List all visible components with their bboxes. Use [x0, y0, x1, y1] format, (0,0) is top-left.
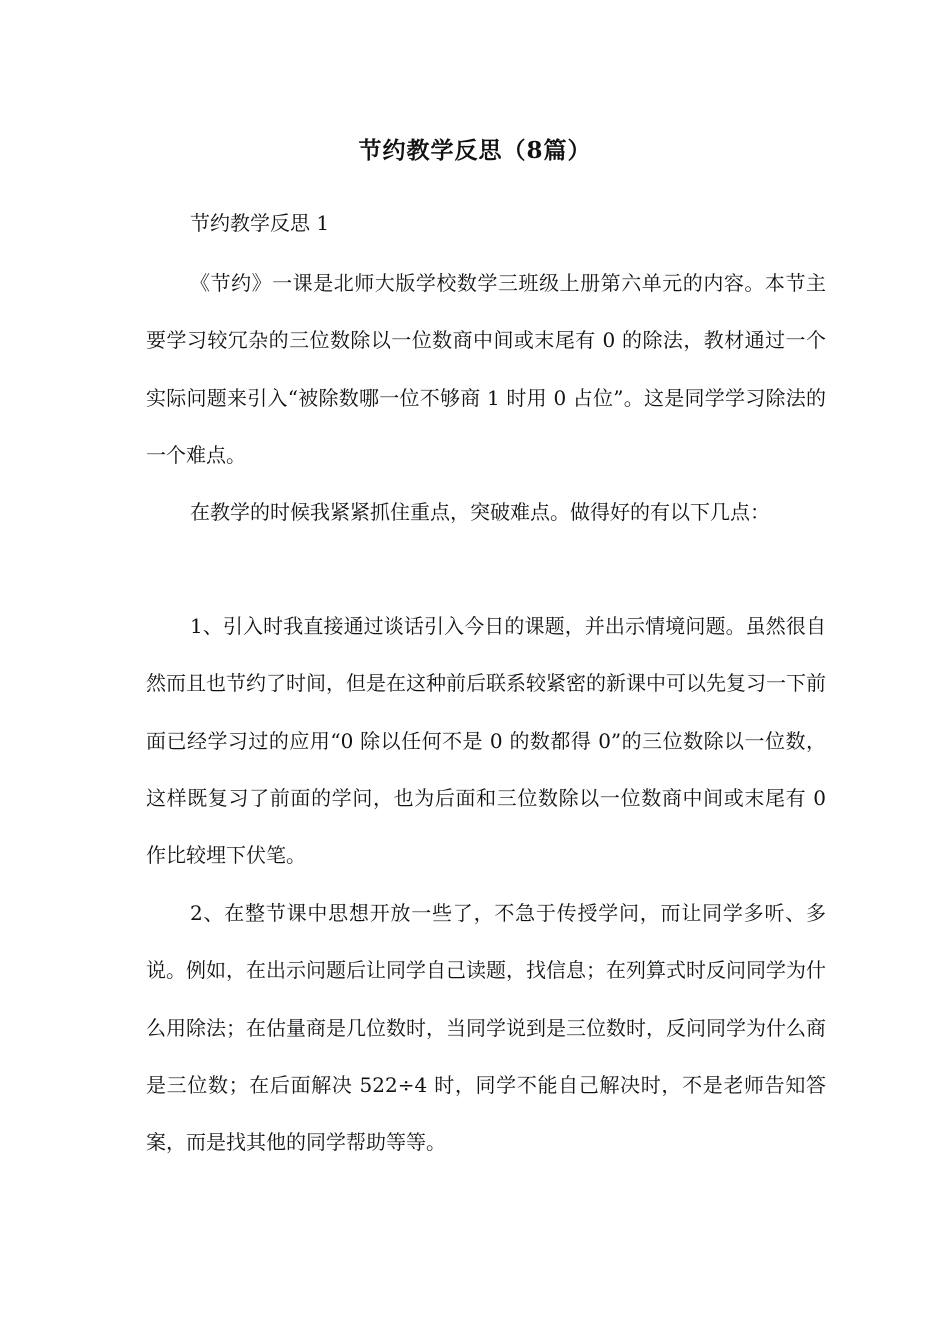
- paragraph-2: 在教学的时候我紧紧抓住重点，突破难点。做得好的有以下几点：: [190, 500, 770, 524]
- document-title: 节约教学反思（8篇）: [358, 137, 592, 164]
- paragraph-4: 2、在整节课中思想开放一些了，不急于传授学问，而让同学多听、多说。例如，在出示问题后让同学自己读题，找信息；在列算式时反问同学为什么用除法；在估量商是几位数时，当同学说到是三位数时，反问同学为什么商是三位数；在后面解决 522÷4 时，同学不能自己解决时，不是老师告知答案，而是找其他的同学帮助等等。: [146, 901, 826, 1155]
- paragraph-1: 《节约》一课是北师大版学校数学三班级上册第六单元的内容。本节主要学习较冗杂的三位数除以一位数商中间或末尾有 0 的除法，教材通过一个实际问题来引入“被除数哪一位不够商 1 时用 0 占位”。这是同学学习除法的一个难点。: [146, 271, 826, 467]
- paragraph-3: 1、引入时我直接通过谈话引入今日的课题，并出示情境问题。虽然很自然而且也节约了时间，但是在这种前后联系较紧密的新课中可以先复习一下前面已经学习过的应用“0 除以任何不是 0 的数都得 0”的三位数除以一位数，这样既复习了前面的学问，也为后面和三位数除以一位数商中间或末尾有 0 作比较埋下伏笔。: [146, 614, 826, 868]
- section-heading: 节约教学反思 1: [190, 211, 330, 235]
